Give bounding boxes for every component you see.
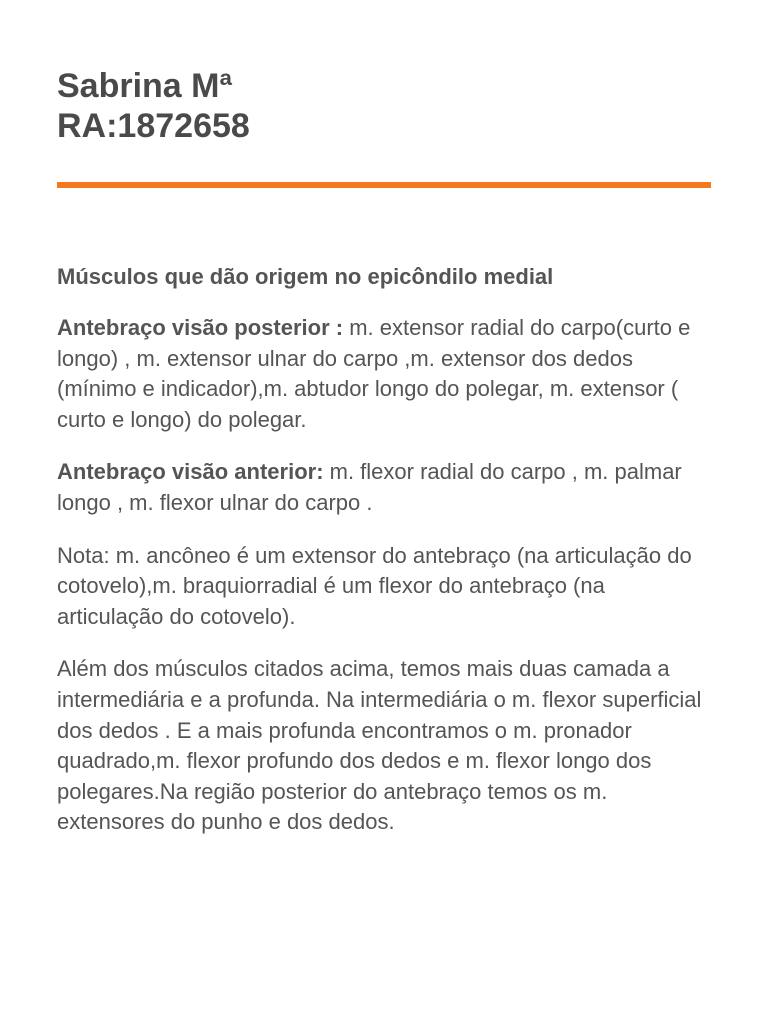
- author-name: Sabrina Mª: [57, 67, 233, 105]
- note-paragraph: Nota: m. ancôneo é um extensor do antebraço (na articulação do cotovelo),m. braquiorradial é um flexor do antebraço (na articulação do cotovelo).: [57, 542, 692, 629]
- section-heading: Músculos que dão origem no epicôndilo medial: [57, 264, 554, 289]
- anterior-label: Antebraço visão anterior:: [57, 459, 324, 485]
- accent-divider: [57, 182, 711, 188]
- additional-paragraph: Além dos músculos citados acima, temos mais duas camada a intermediária e a profunda. Na intermediária o m. flexor superficial dos dedos . E a mais profunda encontramos o m. pronador quadrado,m. flexor profundo dos dedos e m. flexor longo dos polegares.Na região posterior do antebraço temos os m. extensores do punho e dos dedos.: [57, 656, 702, 835]
- posterior-paragraph: [57, 313, 717, 435]
- document-title: [57, 66, 711, 146]
- posterior-label: Antebraço visão posterior :: [57, 315, 344, 340]
- posterior-text: m. extensor radial do carpo(curto e longo) , m. extensor ulnar do carpo ,m. extensor dos dedos (mínimo e indicador),m. abtudor longo do polegar, m. extensor ( curto e longo) do polegar.: [57, 315, 691, 432]
- student-id: RA:1872658: [57, 107, 250, 145]
- anterior-paragraph: [57, 457, 717, 518]
- anterior-text: m. flexor radial do carpo , m. palmar longo , m. flexor ulnar do carpo .: [57, 459, 682, 515]
